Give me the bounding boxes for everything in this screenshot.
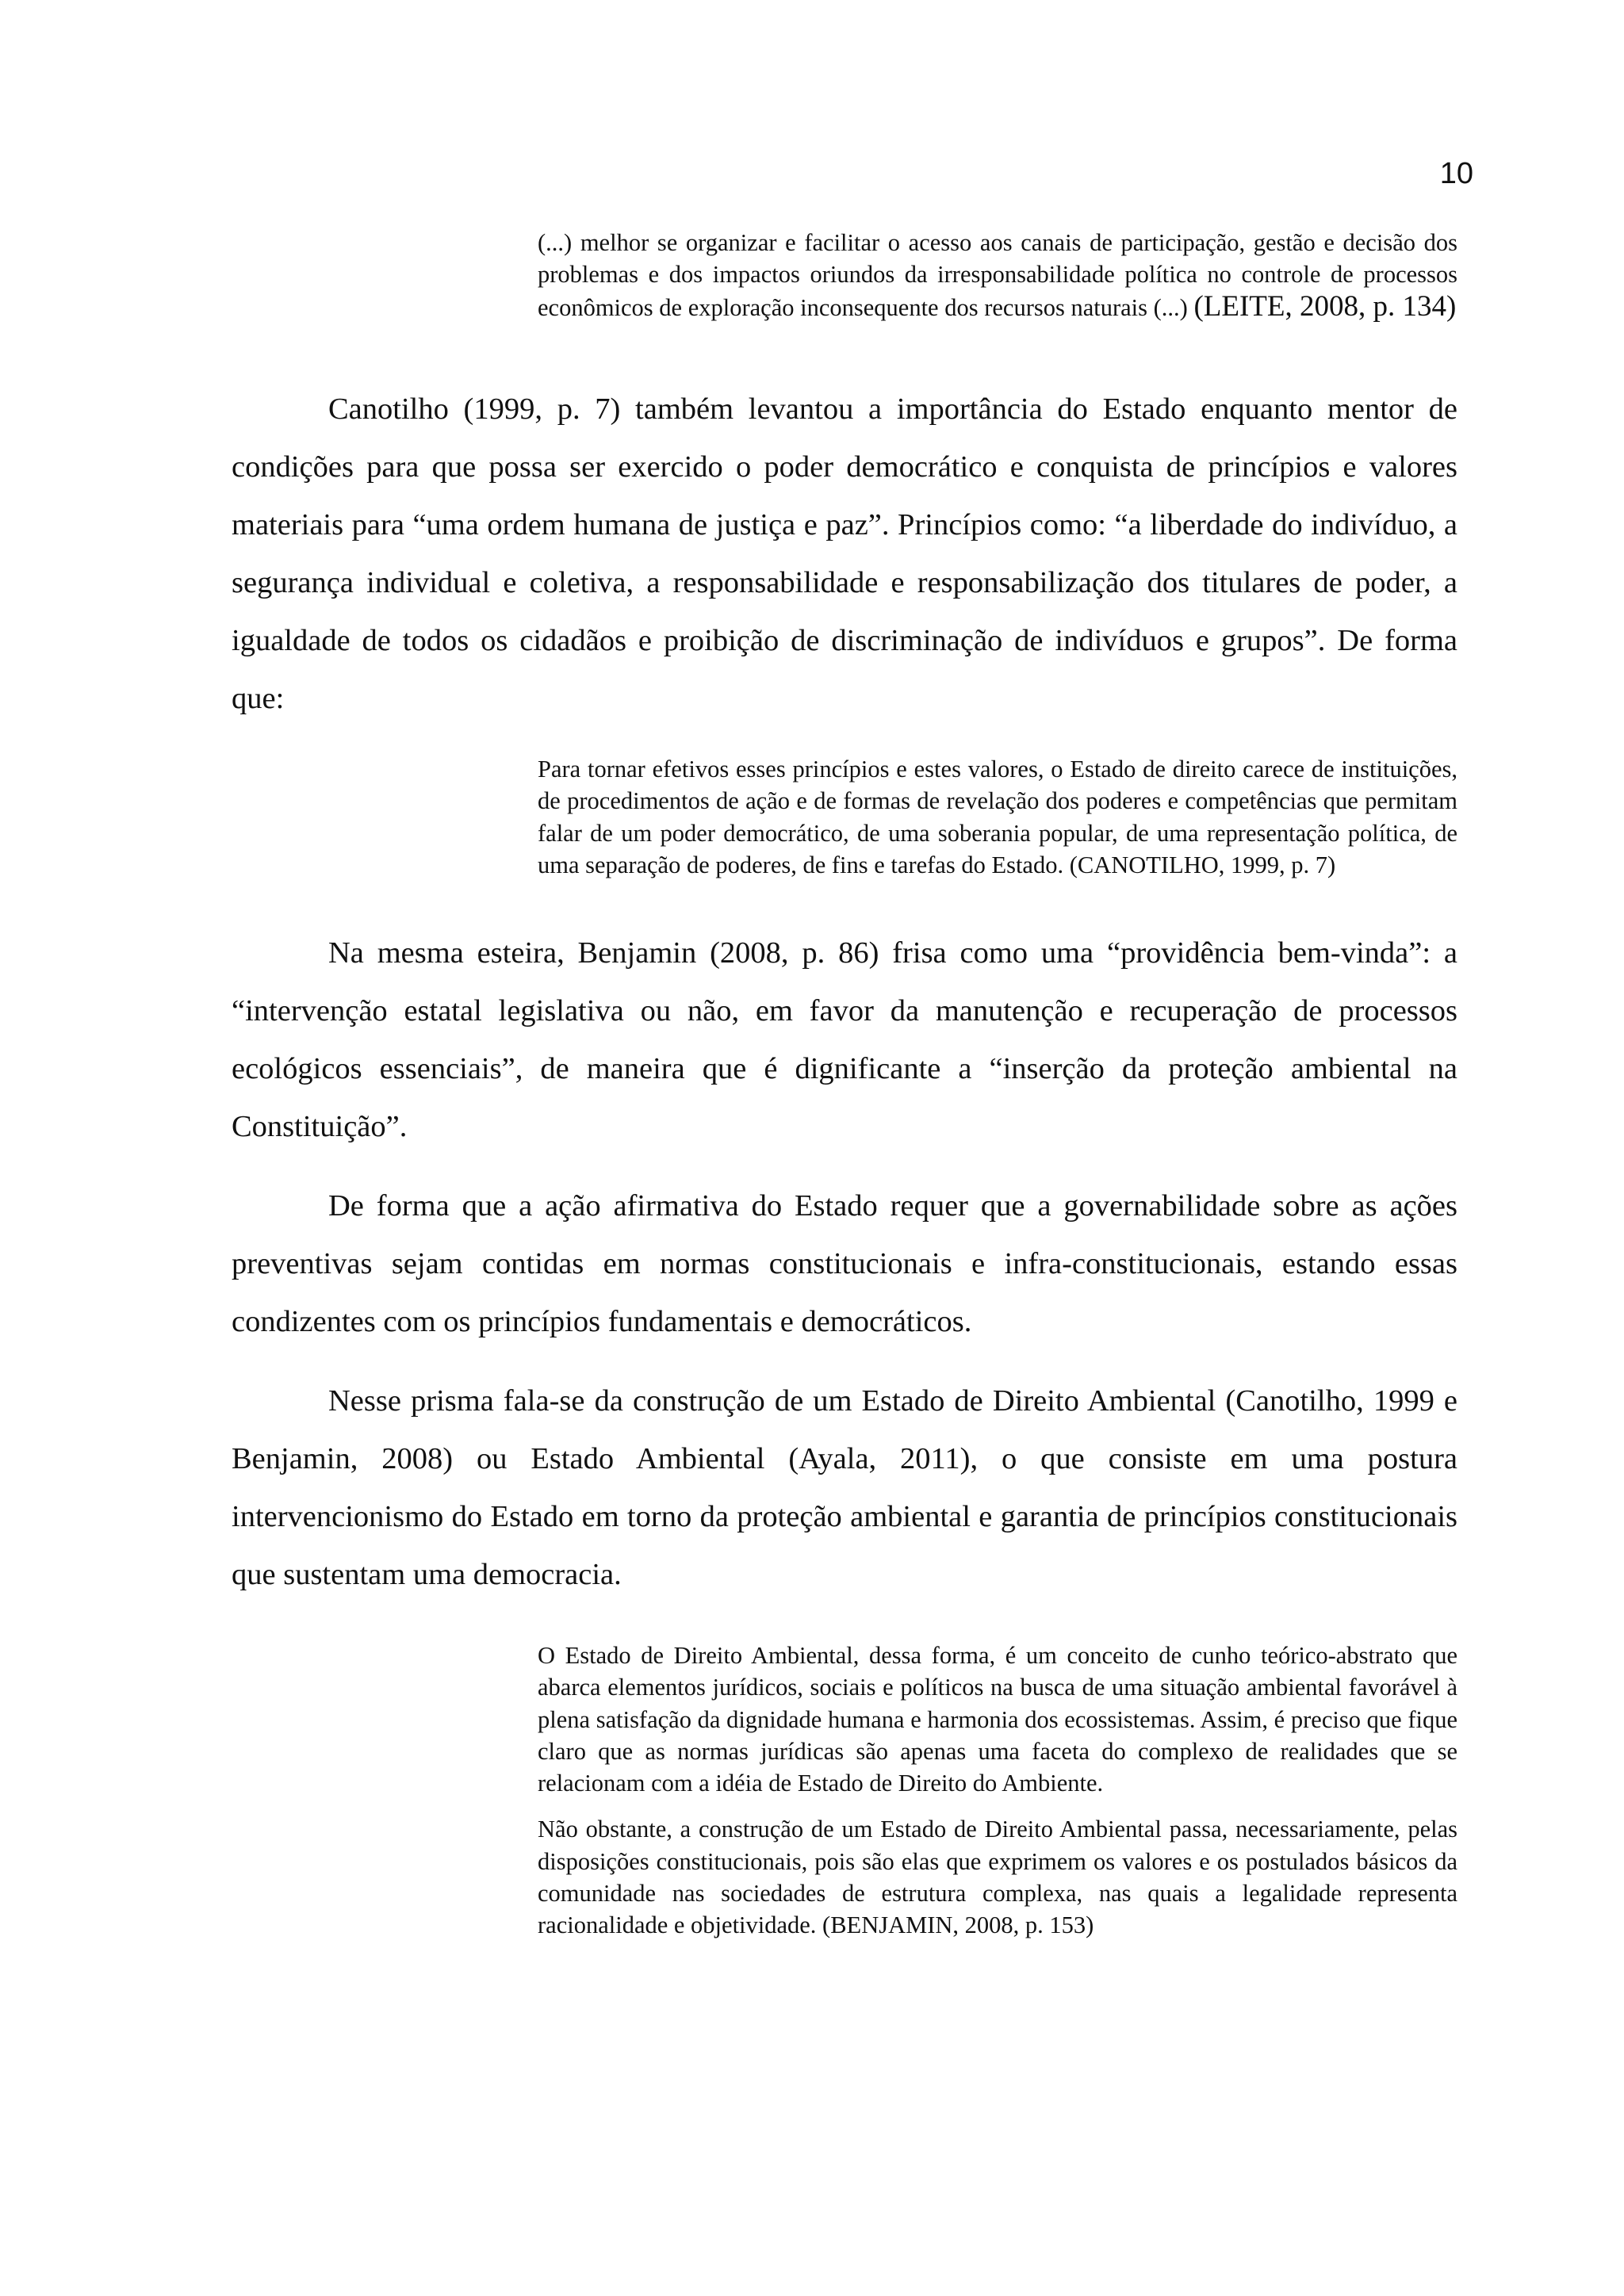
- quote-paragraph-2: Não obstante, a construção de um Estado de Direito Ambiental passa, necessariamente, pelas disposições constitucionais, pois são elas que exprimem os valores e os postulados básicos da comunidade nas sociedades de estrutura complexa, nas quais a legalidade representa racionalidade e objetividade. (BENJAMIN, 2008, p. 153): [538, 1816, 1457, 1939]
- quote-paragraph-1: O Estado de Direito Ambiental, dessa forma, é um conceito de cunho teórico-abstrato que abarca elementos jurídicos, sociais e políticos na busca de uma situação ambiental favorável à plena satisfação da dignidade humana e harmonia dos ecossistemas. Assim, é preciso que fique claro que as normas jurídicas são apenas uma faceta do complexo de realidades que se relacionam com a idéia de Estado de Direito do Ambiente.: [538, 1642, 1457, 1797]
- paragraph-canotilho: Canotilho (1999, p. 7) também levantou a importância do Estado enquanto mentor de condições para que possa ser exercido o poder democrático e conquista de princípios e valores materiais para “uma ordem humana de justiça e paz”. Princípios como: “a liberdade do indivíduo, a segurança individual e coletiva, a responsabilidade e responsabilização dos titulares de poder, a igualdade de todos os cidadãos e proibição de discriminação de indivíduos e grupos”. De forma que:: [232, 392, 1457, 715]
- block-quote-benjamin: [538, 1640, 1457, 1942]
- paragraph-acao-afirmativa: De forma que a ação afirmativa do Estado requer que a governabilidade sobre as ações preventivas sejam contidas em normas constitucionais e infra-constitucionais, estando essas condizentes com os princípios fundamentais e democráticos.: [232, 1189, 1457, 1338]
- quote-citation: (LEITE, 2008, p. 134): [1193, 289, 1457, 323]
- block-quote-leite: [538, 227, 1457, 323]
- block-quote-canotilho: [538, 753, 1457, 881]
- quote-paragraph: Para tornar efetivos esses princípios e estes valores, o Estado de direito carece de instituições, de procedimentos de ação e de formas de revelação dos poderes e competências que permitam falar de um poder democrático, de uma soberania popular, de uma representação política, de uma separação de poderes, de fins e tarefas do Estado. (CANOTILHO, 1999, p. 7): [538, 756, 1457, 878]
- paragraph-benjamin: Na mesma esteira, Benjamin (2008, p. 86) frisa como uma “providência bem-vinda”: a “intervenção estatal legislativa ou não, em favor da manutenção e recuperação de processos ecológicos essenciais”, de maneira que é dignificante a “inserção da proteção ambiental na Constituição”.: [232, 936, 1457, 1143]
- quote-text: (...) melhor se organizar e facilitar o acesso aos canais de participação, gestão e decisão dos problemas e dos impactos oriundos da irresponsabilidade política no controle de processos econômicos de exploração inconsequente dos recursos naturais (...): [538, 229, 1457, 321]
- page-number: 10: [1439, 157, 1473, 190]
- paragraph-estado-ambiental: Nesse prisma fala-se da construção de um Estado de Direito Ambiental (Canotilho, 1999 e Benjamin, 2008) ou Estado Ambiental (Ayala, 2011), o que consiste em uma postura intervencionismo do Estado em torno da proteção ambiental e garantia de princípios constitucionais que sustentam uma democracia.: [232, 1384, 1457, 1591]
